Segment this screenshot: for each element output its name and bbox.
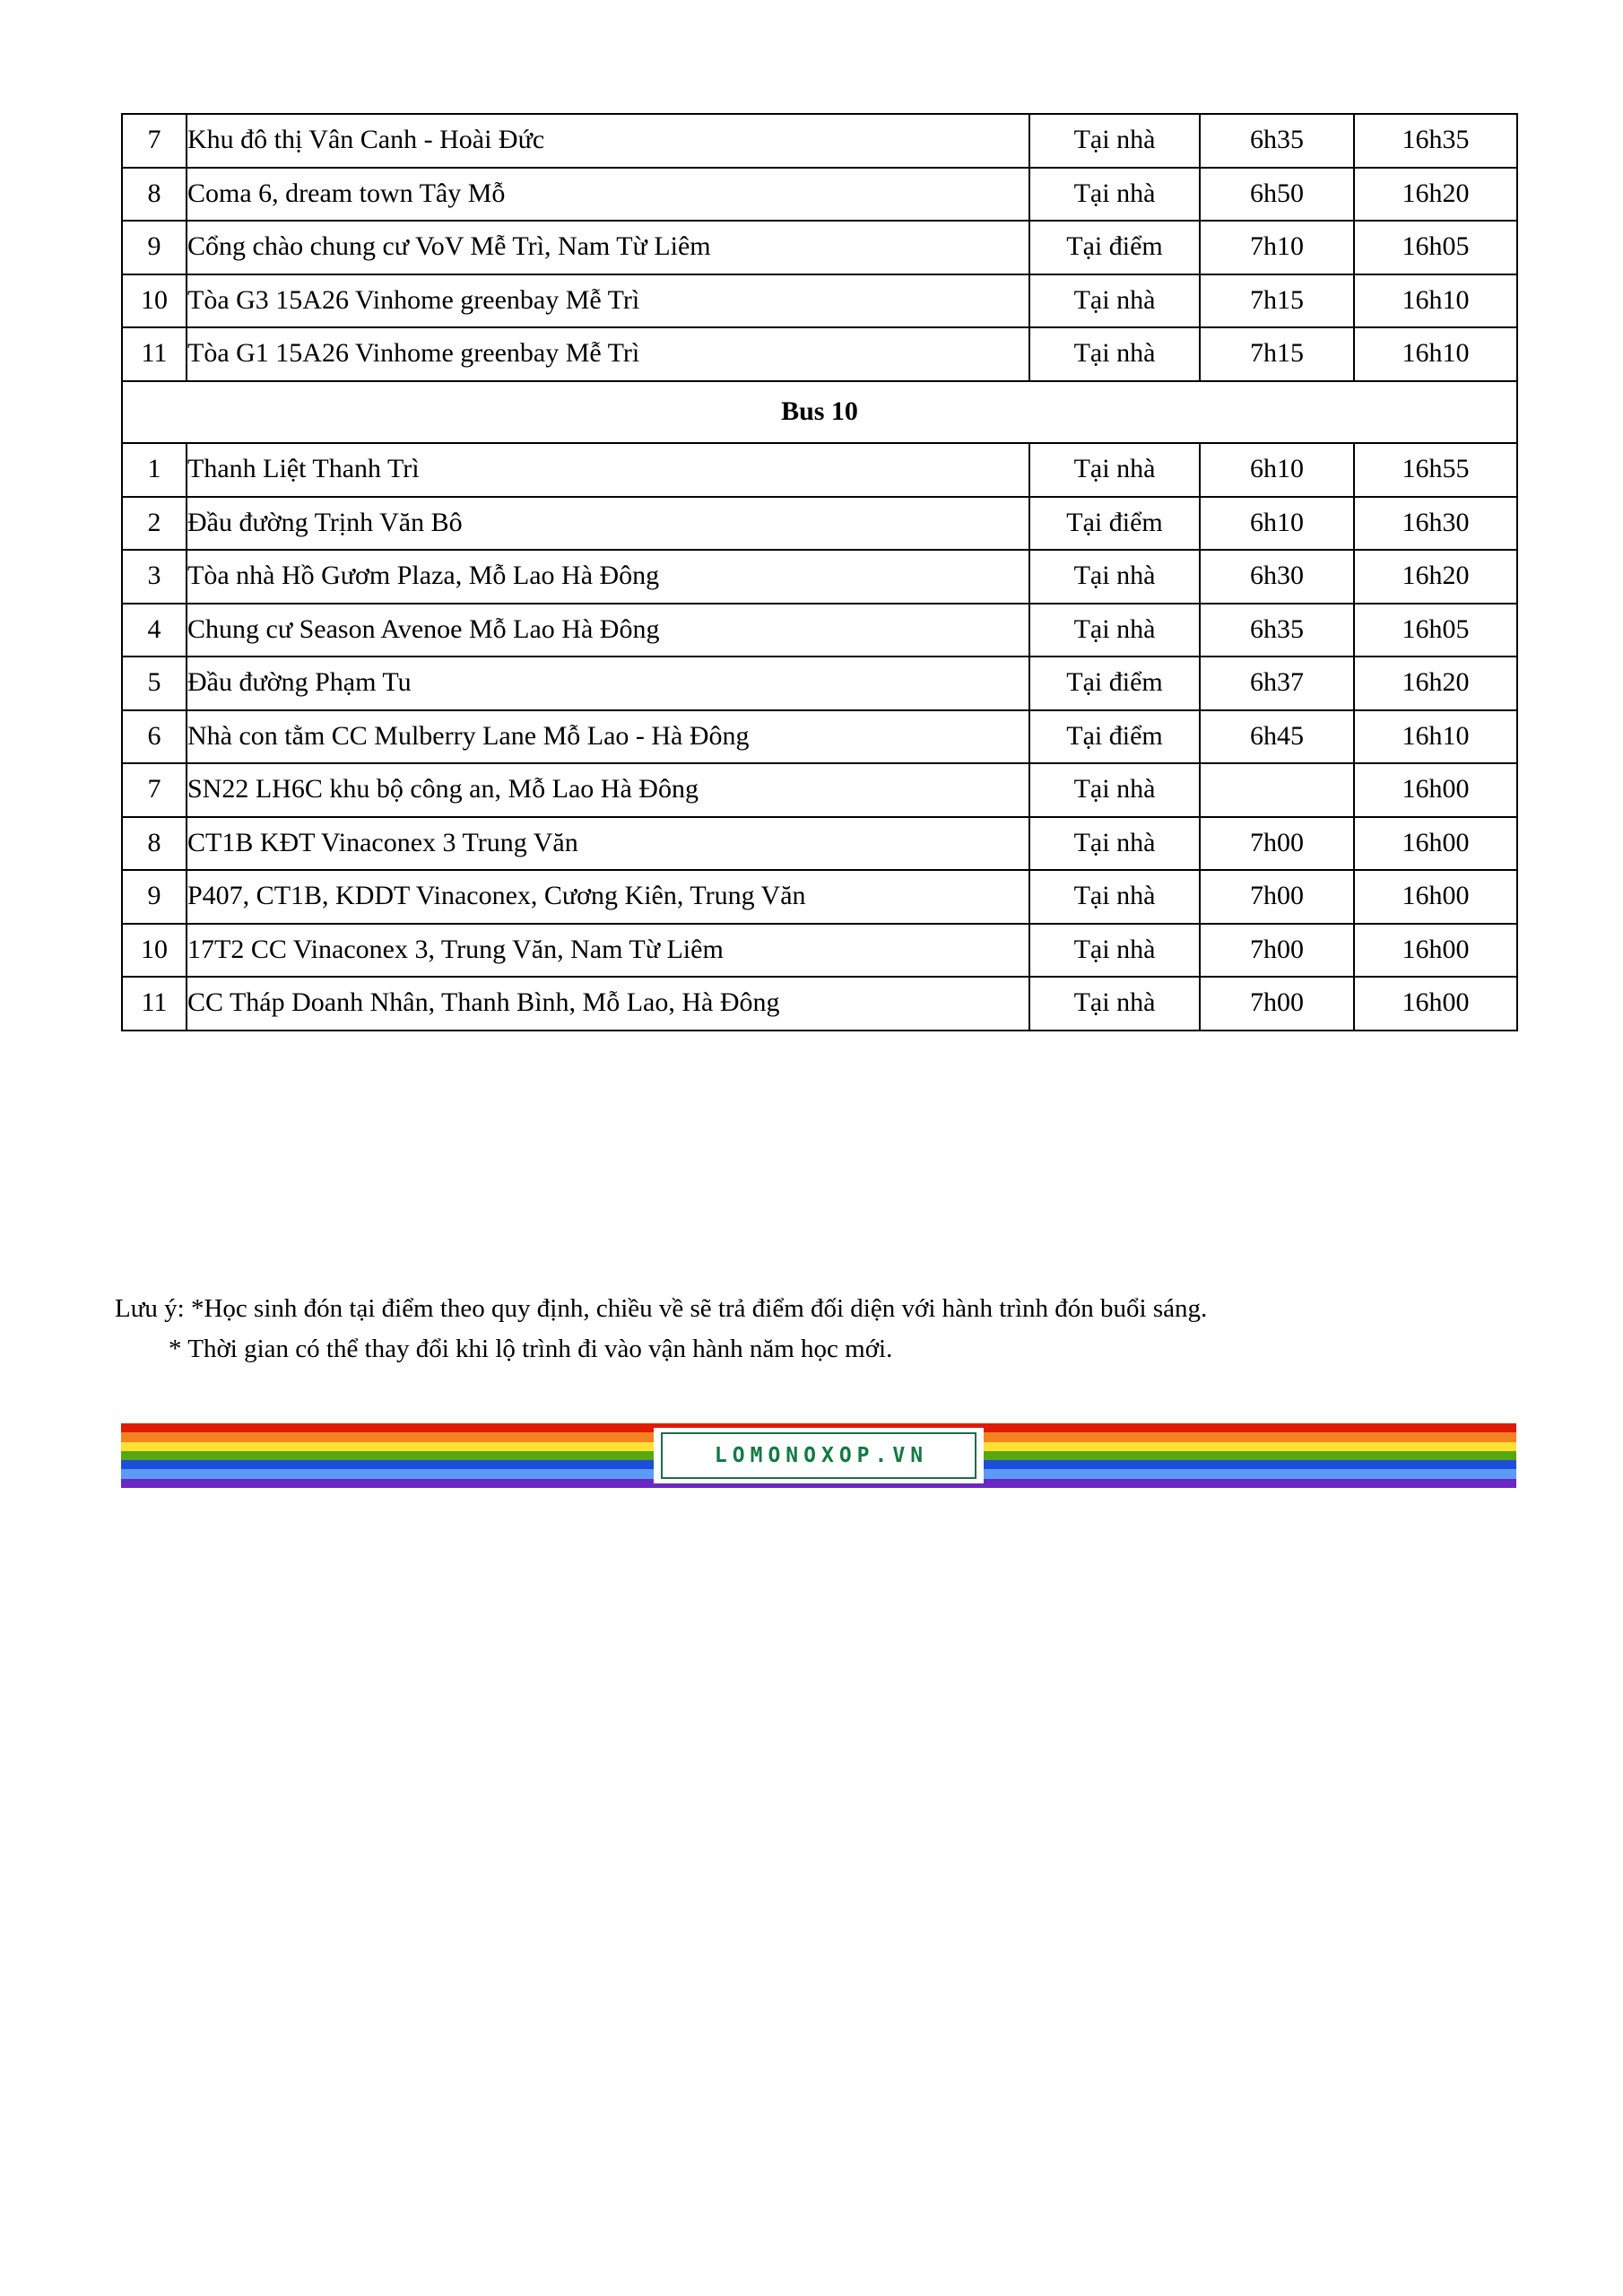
cell-type: Tại nhà — [1029, 114, 1200, 168]
cell-no: 7 — [122, 763, 187, 817]
cell-am: 6h35 — [1200, 114, 1354, 168]
cell-no: 5 — [122, 657, 187, 710]
note-line-1: Lưu ý: *Học sinh đón tại điểm theo quy định, chiều về sẽ trả điểm đối diện với hành trình đón buổi sáng. — [115, 1294, 1208, 1323]
cell-pm: 16h30 — [1354, 497, 1517, 551]
cell-pm: 16h00 — [1354, 763, 1517, 817]
cell-no: 9 — [122, 870, 187, 924]
cell-no: 1 — [122, 443, 187, 497]
cell-am — [1200, 763, 1354, 817]
table-row — [122, 443, 1517, 497]
table-row — [122, 817, 1517, 871]
cell-name: Cổng chào chung cư VoV Mễ Trì, Nam Từ Liêm — [187, 221, 1029, 274]
cell-type: Tại nhà — [1029, 977, 1200, 1031]
cell-pm: 16h55 — [1354, 443, 1517, 497]
cell-type: Tại điểm — [1029, 657, 1200, 710]
cell-type: Tại nhà — [1029, 550, 1200, 604]
cell-pm: 16h20 — [1354, 550, 1517, 604]
cell-name: Coma 6, dream town Tây Mỗ — [187, 168, 1029, 222]
cell-type: Tại điểm — [1029, 710, 1200, 764]
cell-name: Chung cư Season Avenoe Mỗ Lao Hà Đông — [187, 604, 1029, 657]
cell-am: 7h00 — [1200, 870, 1354, 924]
cell-pm: 16h20 — [1354, 657, 1517, 710]
cell-pm: 16h35 — [1354, 114, 1517, 168]
section-label: Bus 10 — [122, 381, 1517, 444]
table-row — [122, 657, 1517, 710]
logo-frame — [661, 1432, 976, 1479]
cell-name: P407, CT1B, KDDT Vinaconex, Cương Kiên, Trung Văn — [187, 870, 1029, 924]
table-row — [122, 114, 1517, 168]
cell-am: 6h37 — [1200, 657, 1354, 710]
cell-type: Tại nhà — [1029, 274, 1200, 328]
cell-type: Tại nhà — [1029, 870, 1200, 924]
cell-am: 6h35 — [1200, 604, 1354, 657]
cell-name: SN22 LH6C khu bộ công an, Mỗ Lao Hà Đông — [187, 763, 1029, 817]
cell-name: Đầu đường Trịnh Văn Bô — [187, 497, 1029, 551]
table-row — [122, 221, 1517, 274]
cell-no: 10 — [122, 924, 187, 978]
cell-am: 6h45 — [1200, 710, 1354, 764]
cell-name: CT1B KĐT Vinaconex 3 Trung Văn — [187, 817, 1029, 871]
cell-am: 7h10 — [1200, 221, 1354, 274]
cell-no: 7 — [122, 114, 187, 168]
cell-type: Tại nhà — [1029, 924, 1200, 978]
cell-name: CC Tháp Doanh Nhân, Thanh Bình, Mỗ Lao, Hà Đông — [187, 977, 1029, 1031]
table-row — [122, 870, 1517, 924]
cell-name: Tòa G3 15A26 Vinhome greenbay Mễ Trì — [187, 274, 1029, 328]
table-row — [122, 604, 1517, 657]
cell-pm: 16h00 — [1354, 924, 1517, 978]
cell-name: Nhà con tằm CC Mulberry Lane Mỗ Lao - Hà Đông — [187, 710, 1029, 764]
cell-pm: 16h10 — [1354, 274, 1517, 328]
cell-am: 6h10 — [1200, 497, 1354, 551]
cell-am: 6h50 — [1200, 168, 1354, 222]
cell-no: 11 — [122, 977, 187, 1031]
cell-pm: 16h20 — [1354, 168, 1517, 222]
cell-am: 7h15 — [1200, 274, 1354, 328]
cell-pm: 16h00 — [1354, 817, 1517, 871]
table-row — [122, 710, 1517, 764]
cell-type: Tại nhà — [1029, 443, 1200, 497]
bus-schedule-table-container — [121, 113, 1516, 1031]
cell-pm: 16h10 — [1354, 710, 1517, 764]
cell-no: 8 — [122, 817, 187, 871]
cell-name: Khu đô thị Vân Canh - Hoài Đức — [187, 114, 1029, 168]
cell-type: Tại điểm — [1029, 497, 1200, 551]
cell-pm: 16h00 — [1354, 977, 1517, 1031]
cell-type: Tại nhà — [1029, 763, 1200, 817]
table-section-header-row — [122, 381, 1517, 444]
table-row — [122, 550, 1517, 604]
cell-pm: 16h05 — [1354, 604, 1517, 657]
cell-no: 2 — [122, 497, 187, 551]
bus-schedule-body — [122, 114, 1517, 1031]
cell-no: 6 — [122, 710, 187, 764]
bus-schedule-table — [121, 113, 1518, 1031]
site-logo-text: LOMONOXOP.VN — [714, 1444, 929, 1467]
cell-name: 17T2 CC Vinaconex 3, Trung Văn, Nam Từ Liêm — [187, 924, 1029, 978]
cell-name: Đầu đường Phạm Tu — [187, 657, 1029, 710]
cell-type: Tại nhà — [1029, 327, 1200, 381]
cell-no: 11 — [122, 327, 187, 381]
cell-name: Tòa nhà Hồ Gươm Plaza, Mỗ Lao Hà Đông — [187, 550, 1029, 604]
cell-pm: 16h10 — [1354, 327, 1517, 381]
cell-type: Tại nhà — [1029, 817, 1200, 871]
table-row — [122, 168, 1517, 222]
cell-no: 9 — [122, 221, 187, 274]
cell-am: 6h10 — [1200, 443, 1354, 497]
cell-pm: 16h00 — [1354, 870, 1517, 924]
table-row — [122, 763, 1517, 817]
table-row — [122, 977, 1517, 1031]
cell-am: 6h30 — [1200, 550, 1354, 604]
cell-am: 7h00 — [1200, 924, 1354, 978]
table-row — [122, 924, 1517, 978]
cell-name: Thanh Liệt Thanh Trì — [187, 443, 1029, 497]
cell-type: Tại nhà — [1029, 168, 1200, 222]
table-row — [122, 274, 1517, 328]
table-row — [122, 497, 1517, 551]
cell-name: Tòa G1 15A26 Vinhome greenbay Mễ Trì — [187, 327, 1029, 381]
table-row — [122, 327, 1517, 381]
note-line-2: * Thời gian có thể thay đổi khi lộ trình đi vào vận hành năm học mới. — [169, 1334, 893, 1363]
cell-no: 4 — [122, 604, 187, 657]
cell-no: 8 — [122, 168, 187, 222]
logo-box — [654, 1428, 984, 1483]
cell-type: Tại điểm — [1029, 221, 1200, 274]
cell-am: 7h15 — [1200, 327, 1354, 381]
cell-pm: 16h05 — [1354, 221, 1517, 274]
cell-no: 3 — [122, 550, 187, 604]
rainbow-footer — [121, 1423, 1516, 1488]
notes-block — [115, 1289, 1549, 1370]
cell-type: Tại nhà — [1029, 604, 1200, 657]
cell-am: 7h00 — [1200, 977, 1354, 1031]
cell-am: 7h00 — [1200, 817, 1354, 871]
cell-no: 10 — [122, 274, 187, 328]
